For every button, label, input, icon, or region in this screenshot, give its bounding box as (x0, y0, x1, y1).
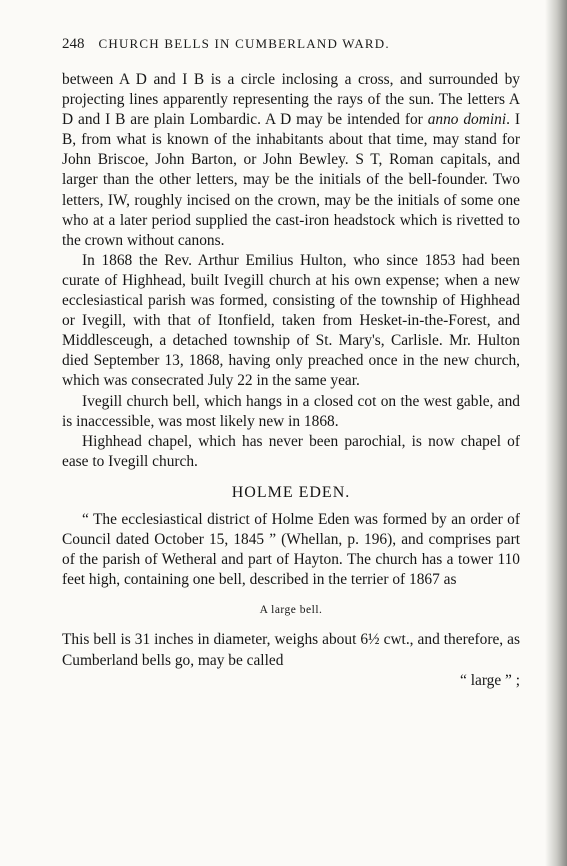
bell-inscription: A large bell. (259, 604, 323, 617)
binding-shadow (545, 0, 567, 866)
paragraph-3: Ivegill church bell, which hangs in a closed cot on the west gable, and is inaccessible, was most likely new in 1868. (62, 392, 520, 430)
paragraph-2: In 1868 the Rev. Arthur Emilius Hulton, who since 1853 had been curate of Highhead, built Ivegill church at his own expense; when a new ecclesiastical parish was formed, consisting of the township of Highhead or Ivegill, with that of Itonfield, taken from Hesket-in-the-Forest, and Middlesceugh, a detached township of St. Mary's, Carlisle. Mr. Hulton died September 13, 1868, having only preached once in the new church, which was consecrated July 22 in the same year. (62, 251, 520, 390)
section-title: HOLME EDEN. (231, 483, 351, 501)
paragraph-1 (62, 70, 520, 251)
running-header (62, 36, 522, 53)
body-text (62, 70, 520, 691)
paragraph-1-italic: anno domini (427, 111, 507, 129)
paragraph-5: “ The ecclesiastical district of Holme Eden was formed by an order of Council dated October 15, 1845 ” (Whellan, p. 196), and comprises part of the parish of Wetheral and part of Hayton. The church has a tower 110 feet high, containing one bell, described in the terrier of 1867 as (62, 510, 520, 589)
paragraph-6-end: “ large ” ; (460, 671, 520, 689)
paragraph-1-text-a: between A D and I B is a circle inclosing a cross, and surrounded by projecting lines apparently representing the rays of the sun. The letters A D and I B are plain Lombardic. A D may be intended for (62, 71, 520, 129)
page-number: 248 (62, 36, 85, 52)
paragraph-4: Highhead chapel, which has never been parochial, is now chapel of ease to Ivegill church. (62, 432, 520, 470)
running-title: CHURCH BELLS IN CUMBERLAND WARD. (98, 36, 390, 51)
paragraph-1-text-b: . I B, from what is known of the inhabitants about that time, may stand for John Briscoe, John Barton, or John Bewley. S T, Roman capitals, and larger than the other letters, may be the initials of the bell-founder. Two letters, IW, roughly incised on the crown, may be the initials of some one who at a later period supplied the cast-iron headstock which is rivetted to the crown without canons. (62, 111, 520, 249)
paragraph-6: This bell is 31 inches in diameter, weighs about 6½ cwt., and therefore, as Cumberland bells go, may be called (62, 631, 520, 669)
